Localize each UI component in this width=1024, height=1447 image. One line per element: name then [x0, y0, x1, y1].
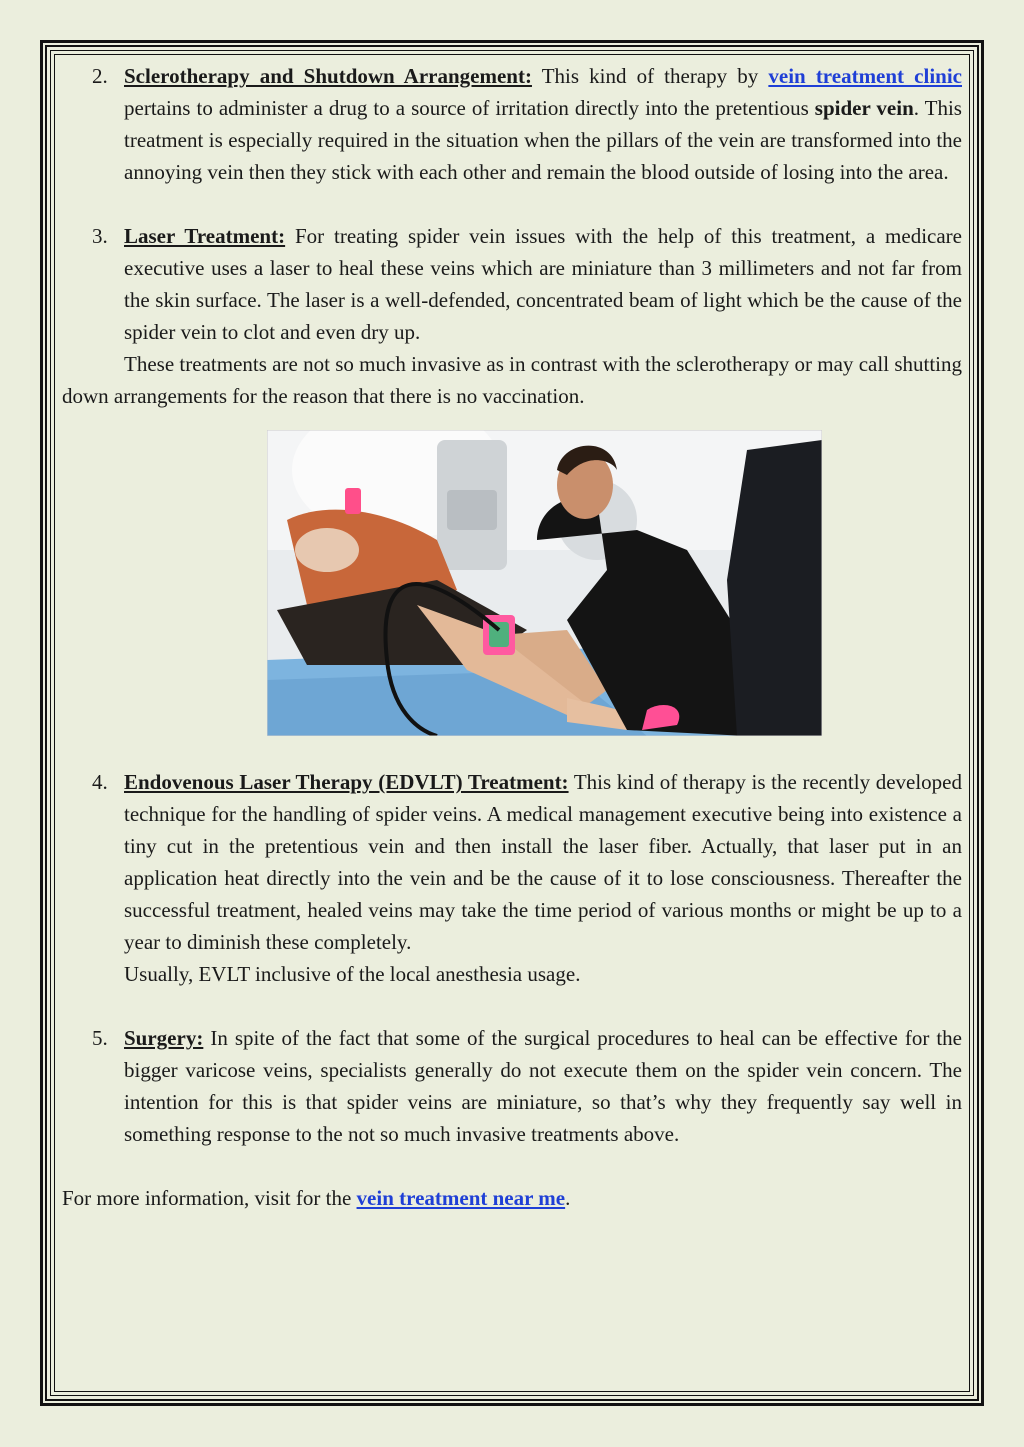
- item-title: Sclerotherapy and Shutdown Arrangement:: [124, 64, 532, 88]
- item-text: pertains to administer a drug to a source of irritation directly into the pretentious: [124, 96, 815, 120]
- vein-treatment-clinic-link[interactable]: vein treatment clinic: [768, 64, 962, 88]
- item-title: Surgery:: [124, 1026, 204, 1050]
- spacer: [62, 1150, 962, 1182]
- list-number: 5.: [92, 1026, 108, 1050]
- vein-treatment-near-me-link[interactable]: vein treatment near me: [356, 1186, 566, 1210]
- item-title: Laser Treatment:: [124, 224, 286, 248]
- list-item-surgery: [62, 1022, 962, 1150]
- list-number: 3.: [92, 224, 108, 248]
- footer-paragraph: [62, 1182, 962, 1214]
- spacer: [62, 990, 962, 1022]
- item-text: This kind of therapy is the recently developed technique for the handling of spider veins. A medical management executive being into existence a tiny cut in the pretentious vein and then install the laser fiber. Actually, that laser put in an application heat directly into the vein and be the cause of it to lose consciousness. Thereafter the successful treatment, healed veins may take the time period of various months or might be up to a year to diminish these completely.: [124, 770, 963, 954]
- list-number: 2.: [92, 64, 108, 88]
- bold-term: spider vein: [814, 96, 914, 120]
- item-text: For treating spider vein issues with the help of this treatment, a medicare executive uses a laser to heal these veins which are miniature than 3 millimeters and not far from the skin surface. The laser is a well-defended, concentrated beam of light which be the cause of the spider vein to clot and even dry up.: [124, 224, 963, 344]
- item-title: Endovenous Laser Therapy (EDVLT) Treatment:: [124, 770, 569, 794]
- item-text: This kind of therapy by: [531, 64, 769, 88]
- list-item-laser-treatment: [62, 220, 962, 348]
- item-text: . This treatment is especially required in the situation when the pillars of the vein are transformed into the annoying vein then they stick with each other and remain the blood outside of losing into the area.: [124, 96, 962, 184]
- spacer: [62, 736, 962, 766]
- paragraph-invasive-note: These treatments are not so much invasive as in contrast with the sclerotherapy or may call shutting down arrangements for the reason that there is no vaccination.: [62, 352, 962, 408]
- footer-text: For more information, visit for the: [62, 1186, 357, 1210]
- footer-text: .: [565, 1186, 571, 1210]
- spacer: [62, 188, 962, 220]
- item-extra-line: Usually, EVLT inclusive of the local anesthesia usage.: [124, 962, 581, 986]
- treatment-photo: [267, 430, 822, 736]
- treatment-photo-illustration: [267, 430, 822, 736]
- list-number: 4.: [92, 770, 108, 794]
- list-item-endovenous-laser: [62, 766, 962, 990]
- document-body: [62, 60, 962, 1214]
- list-item-sclerotherapy: [62, 60, 962, 188]
- item-text: In spite of the fact that some of the surgical procedures to heal can be effective for the bigger varicose veins, specialists generally do not execute them on the spider vein concern. The intention for this is that spider veins are miniature, so that’s why they frequently say well in something response to the not so much invasive treatments above.: [124, 1026, 962, 1146]
